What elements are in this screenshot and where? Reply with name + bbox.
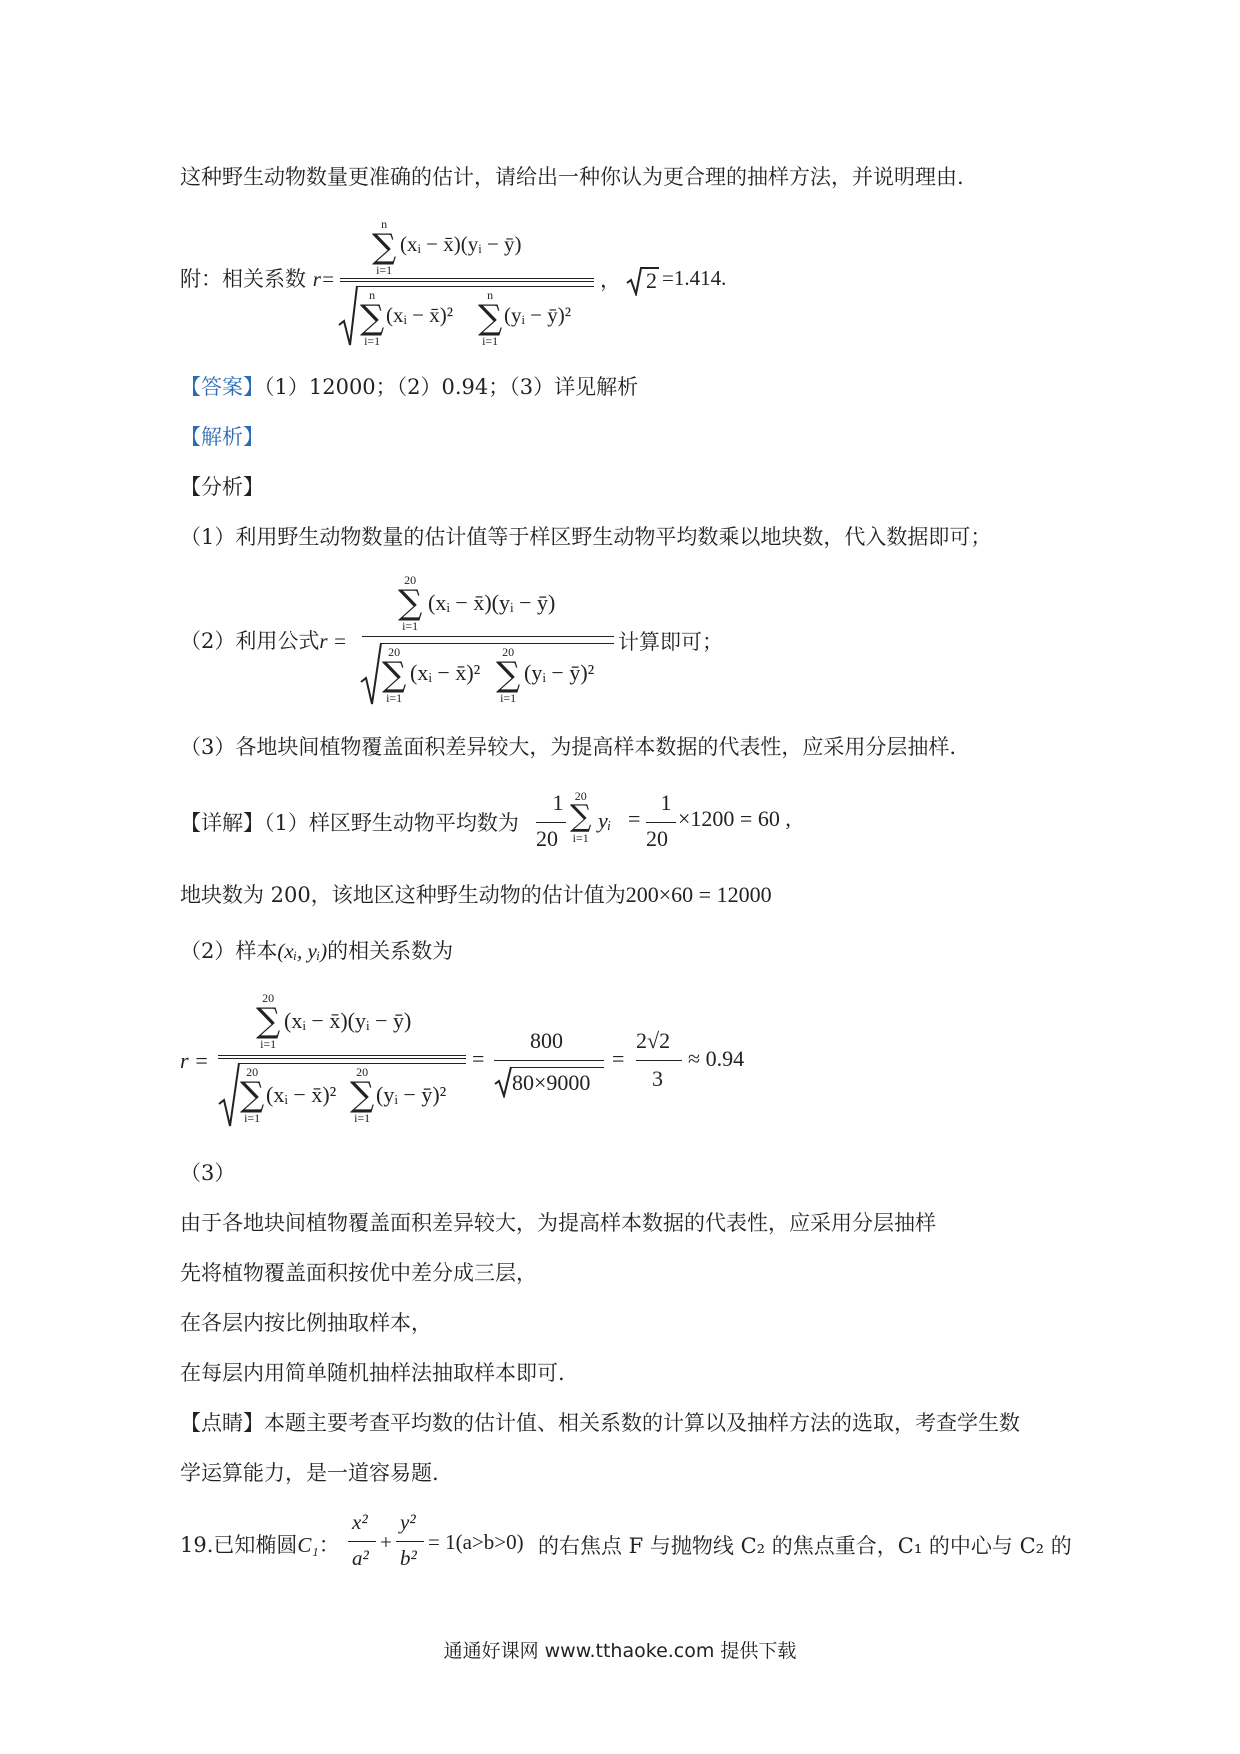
q19-x2: x² [352, 1510, 368, 1534]
step2-den-sum1: 20 ∑ i=1 [382, 645, 407, 705]
big-approx: ≈ 0.94 [688, 1046, 745, 1071]
q19-prefix: 19.已知椭圆C₁： [180, 1533, 340, 1557]
step2-sqrt-icon [360, 642, 382, 706]
big-fraction-bar [218, 1055, 466, 1056]
step2-den-y: (yᵢ − ȳ)² [524, 660, 595, 685]
big-sqrt-icon [218, 1062, 240, 1128]
big-den-9000: 80×9000 [512, 1070, 591, 1095]
analysis-tag: 【解析】 [180, 425, 264, 449]
big-den-sum1: 20 ∑ i=1 [240, 1065, 265, 1125]
big-den-x: (xᵢ − x̄)² [266, 1082, 337, 1107]
big-num-800: 800 [530, 1028, 563, 1053]
attach-den-sum2: n ∑ i=1 [478, 288, 503, 348]
step2-den-sum2: 20 ∑ i=1 [496, 645, 521, 705]
reason-line-3: 在各层内按比例抽取样本， [180, 1311, 432, 1335]
detail-yi: yᵢ [598, 808, 612, 833]
attach-sqrt-icon [338, 285, 358, 347]
attach-den-y: (yᵢ − ȳ)² [504, 303, 572, 327]
step3-line: （3）各地块间植物覆盖面积差异较大，为提高样本数据的代表性，应采用分层抽样. [180, 735, 957, 759]
reason-line-2: 先将植物覆盖面积按优中差分成三层， [180, 1261, 537, 1285]
attach-label-text: 附：相关系数 [180, 267, 306, 291]
answer-text: （1）12000；（2）0.94；（3）详见解析 [264, 375, 639, 399]
big-rnum: 2√2 [636, 1028, 671, 1053]
detail-tag: 【详解】 [180, 811, 264, 835]
answer-line [180, 372, 638, 402]
step2-num-sum: 20 ∑ i=1 [398, 573, 423, 633]
big-eq1: = [472, 1046, 485, 1071]
detail-frac2-num: 1 [660, 790, 672, 815]
sample-line: （2）样本(xᵢ, yᵢ)的相关系数为 [180, 939, 454, 963]
detail-frac2-den: 20 [646, 826, 668, 851]
remark-line-2: 学运算能力，是一道容易题. [180, 1461, 439, 1485]
attach-num-expr: (xᵢ − x̄)(yᵢ − ȳ) [400, 232, 522, 256]
attach-comma: ， [600, 268, 621, 292]
q19-b2: b² [400, 1546, 417, 1570]
detail-eq: = [628, 806, 641, 831]
big-num-sum: 20 ∑ i=1 [256, 991, 281, 1051]
attach-den-x: (xᵢ − x̄)² [386, 303, 454, 327]
big-den-y: (yᵢ − ȳ)² [376, 1082, 447, 1107]
reason-line-1: 由于各地块间植物覆盖面积差异较大，为提高样本数据的代表性，应采用分层抽样 [180, 1211, 936, 1235]
part3-label: （3） [180, 1161, 236, 1185]
step2-den-x: (xᵢ − x̄)² [410, 660, 481, 685]
remark-tag: 【点睛】 [180, 1411, 264, 1435]
remark-line-1: 【点睛】本题主要考查平均数的估计值、相关系数的计算以及抽样方法的选取，考查学生数 [180, 1411, 1020, 1435]
detail-tail: ×1200 = 60 , [678, 806, 791, 831]
attach-den-sum1: n ∑ i=1 [360, 288, 385, 348]
detail-frac1-den: 20 [536, 826, 558, 851]
step2-suffix: 计算即可； [618, 630, 723, 654]
q19-a2: a² [352, 1546, 369, 1570]
sqrt2-radicand: 2 [646, 268, 657, 293]
big-num-expr: (xᵢ − x̄)(yᵢ − ȳ) [284, 1008, 412, 1033]
step2-num-expr: (xᵢ − x̄)(yᵢ − ȳ) [428, 590, 556, 615]
answer-tag: 【答案】 [180, 375, 264, 399]
fenxi-tag: 【分析】 [180, 475, 264, 499]
intro-line: 这种野生动物数量更准确的估计，请给出一种你认为更合理的抽样方法，并说明理由. [180, 165, 964, 189]
big-den-sum2: 20 ∑ i=1 [350, 1065, 375, 1125]
plots-line: 地块数为 200，该地区这种野生动物的估计值为200×60 = 12000 [180, 882, 772, 907]
attach-label [180, 264, 335, 294]
detail-sum: 20 ∑ i=1 [570, 789, 592, 845]
q19-eq-tail: = 1(a>b>0) [428, 1530, 524, 1554]
step1-line: （1）利用野生动物数量的估计值等于样区野生动物平均数乘以地块数，代入数据即可； [180, 525, 992, 549]
detail-frac1-num: 1 [552, 790, 564, 815]
big-sqrt2-icon [494, 1066, 512, 1098]
sqrt2-value: =1.414. [662, 266, 727, 290]
detail-line: 【详解】（1）样区野生动物平均数为 [180, 811, 519, 835]
q19-y2: y² [400, 1510, 416, 1534]
big-rden: 3 [652, 1066, 663, 1091]
attach-num-sum: n ∑ i=1 [372, 217, 397, 277]
step2-fraction-bar [362, 636, 614, 637]
page-footer: 通通好课网 www.tthaoke.com 提供下载 [443, 1640, 797, 1662]
attach-fraction-bar [340, 278, 594, 279]
attach-var: r= [312, 267, 336, 291]
reason-line-4: 在每层内用简单随机抽样法抽取样本即可. [180, 1361, 565, 1385]
step2-prefix: （2）利用公式r = [180, 629, 347, 653]
big-eq2: = [612, 1046, 625, 1071]
big-r: r = [180, 1048, 209, 1073]
q19-text: 的右焦点 F 与抛物线 C₂ 的焦点重合，C₁ 的中心与 C₂ 的 [538, 1534, 1072, 1558]
